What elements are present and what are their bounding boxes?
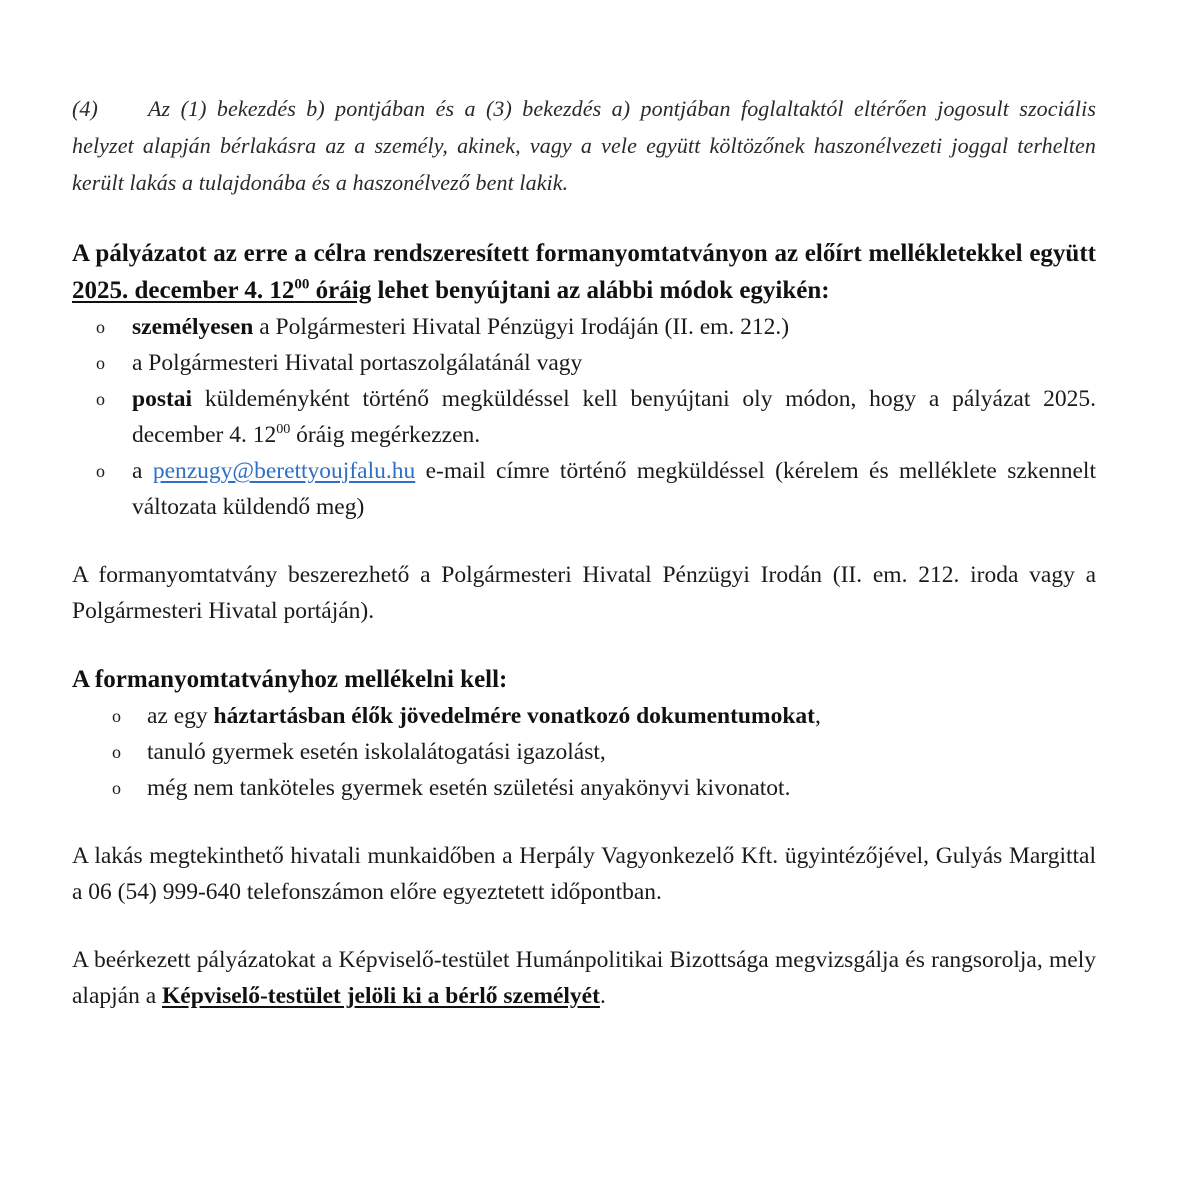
circle-bullet-icon: o xyxy=(96,461,105,481)
section-4-text: Az (1) bekezdés b) pontjában és a (3) bekezdés a) pontjában foglaltaktól eltérően jogosult szociális helyzet alapján bérlakásra az a személy, akinek, vagy a vele együtt költözőnek haszonélvezeti joggal terhelten került lakás a tulajdonába és a haszonélvező bent lakik. xyxy=(72,96,1096,195)
viewing-paragraph: A lakás megtekinthető hivatali munkaidőben a Herpály Vagyonkezelő Kft. ügyintézőjével, Gulyás Margittal a 06 (54) 999-640 telefonszámon előre egyeztetett időpontban. xyxy=(72,843,1096,905)
method-text: a Polgármesteri Hivatal portaszolgálatánál vagy xyxy=(132,350,583,376)
submission-deadline xyxy=(72,277,371,304)
document-page xyxy=(72,90,1096,1014)
list-item xyxy=(72,453,1096,525)
email-link[interactable]: penzugy@berettyoujfalu.hu xyxy=(152,458,416,484)
circle-bullet-icon: o xyxy=(112,742,121,762)
evaluation-paragraph xyxy=(72,942,1096,1014)
attachments-heading: A formanyomtatványhoz mellékelni kell: xyxy=(72,666,508,693)
method-text: a Polgármesteri Hivatal Pénzügyi Irodáján (II. em. 212.) xyxy=(253,314,790,340)
deadline-date: 2025. december 4. 12 xyxy=(72,277,295,304)
hour-sup: 00 xyxy=(276,421,291,438)
circle-bullet-icon: o xyxy=(112,706,121,726)
section-4-paragraph xyxy=(72,90,1096,201)
circle-bullet-icon: o xyxy=(112,778,121,798)
deadline-suffix: óráig xyxy=(309,277,372,304)
method-text: e-mail címre történő megküldéssel (kérelem és melléklete szkennelt változata küldendő meg) xyxy=(132,458,1096,520)
method-text-after: óráig megérkezzen. xyxy=(290,422,481,448)
circle-bullet-icon: o xyxy=(96,389,105,409)
submission-intro-end: lehet benyújtani az alábbi módok egyikén: xyxy=(371,277,830,304)
attachment-suffix: , xyxy=(814,703,821,729)
circle-bullet-icon: o xyxy=(96,317,105,337)
evaluation-emphasis: Képviselő-testület jelöli ki a bérlő személyét xyxy=(162,983,600,1009)
submission-intro-text: A pályázatot az erre a célra rendszeresített formanyomtatványon az előírt mellékletekkel együtt xyxy=(72,240,1096,267)
attachment-text: még nem tanköteles gyermek esetén születési anyakönyvi kivonatot. xyxy=(147,775,791,801)
attachment-text: tanuló gyermek esetén iskolalátogatási igazolást, xyxy=(147,739,606,765)
deadline-hour-sup: 00 xyxy=(294,276,310,293)
attachments-list xyxy=(72,698,1096,806)
submission-intro xyxy=(72,235,1096,309)
method-bold: személyesen xyxy=(132,314,254,340)
section-number: (4) xyxy=(72,96,98,121)
list-item xyxy=(72,770,1096,806)
method-text: küldeményként történő megküldéssel kell benyújtani oly módon, hogy a pályázat 2025. december 4. 12 xyxy=(132,386,1096,448)
list-item xyxy=(72,698,1096,734)
evaluation-text: A beérkezett pályázatokat a Képviselő-testület Humánpolitikai Bizottsága megvizsgálja és rangsorolja, mely alapján a xyxy=(72,947,1096,1009)
attachment-bold: háztartásban élők jövedelmére vonatkozó dokumentumokat xyxy=(213,703,815,729)
method-prefix: a xyxy=(132,458,153,484)
circle-bullet-icon: o xyxy=(96,353,105,373)
form-availability-paragraph: A formanyomtatvány beszerezhető a Polgármesteri Hivatal Pénzügyi Irodán (II. em. 212. iroda vagy a Polgármesteri Hivatal portáján). xyxy=(72,562,1096,624)
list-item xyxy=(72,734,1096,770)
list-item xyxy=(72,381,1096,453)
list-item xyxy=(72,345,1096,381)
evaluation-text-end: . xyxy=(599,983,606,1009)
method-bold: postai xyxy=(132,386,193,412)
submission-methods-list xyxy=(72,309,1096,525)
list-item xyxy=(72,309,1096,345)
attachment-prefix: az egy xyxy=(147,703,214,729)
